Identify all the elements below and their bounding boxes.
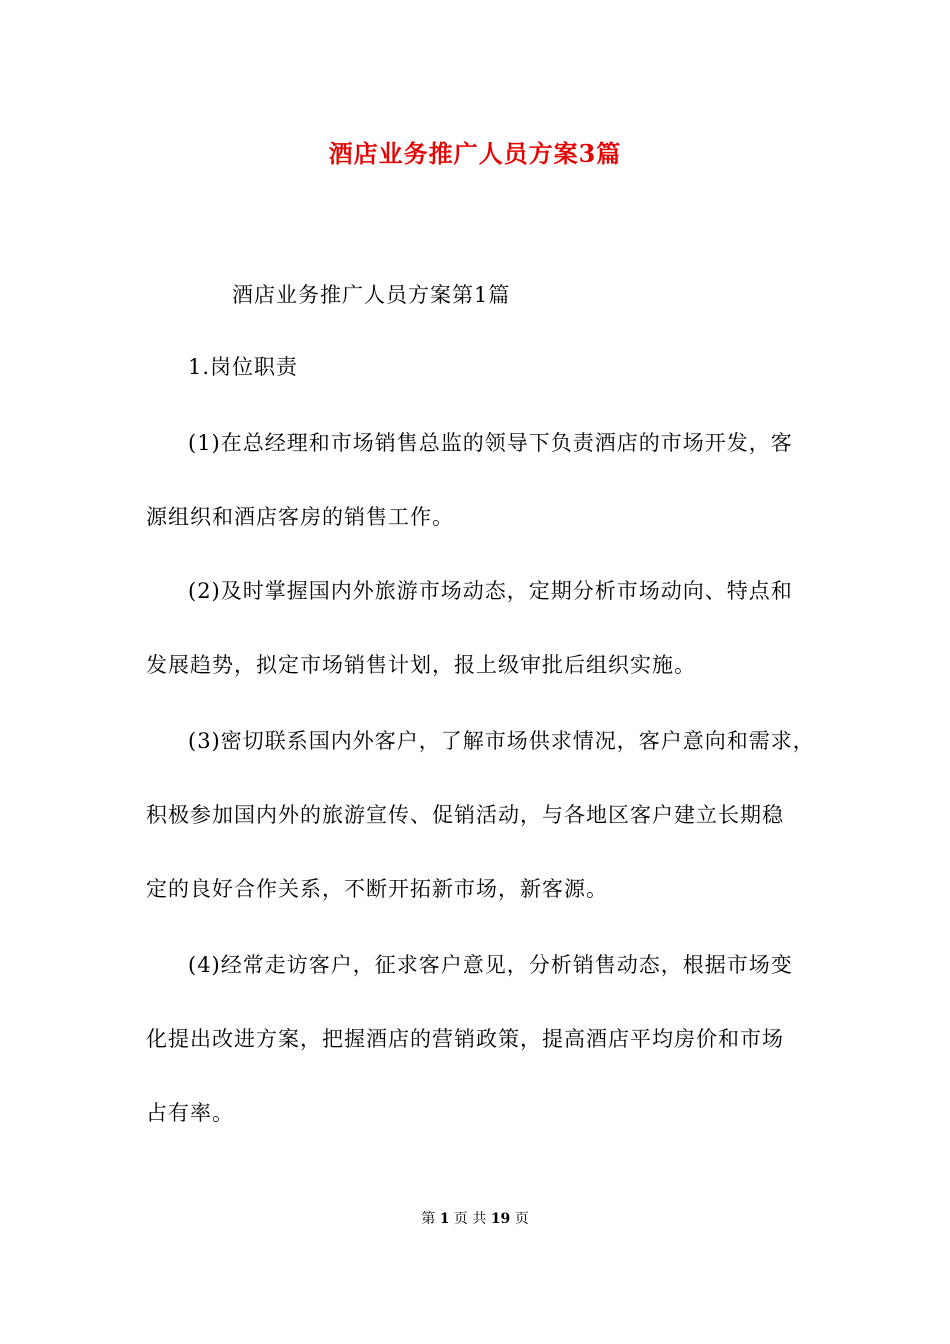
- paragraph-2-line-1: (2)及时掌握国内外旅游市场动态，定期分析市场动向、特点和: [188, 579, 793, 603]
- paragraph-4-line-1: (4)经常走访客户，征求客户意见，分析销售动态，根据市场变: [188, 953, 793, 977]
- paragraph-4-line-3: 占有率。: [146, 1101, 234, 1125]
- paragraph-3-line-3: 定的良好合作关系，不断开拓新市场，新客源。: [146, 877, 608, 901]
- footer-prefix: 第: [421, 1211, 436, 1227]
- paragraph-1-line-2: 源组织和酒店客房的销售工作。: [146, 505, 454, 529]
- document-title: 酒店业务推广人员方案3篇: [328, 139, 622, 168]
- paragraph-2-line-2: 发展趋势，拟定市场销售计划，报上级审批后组织实施。: [146, 653, 696, 677]
- footer-middle: 页 共: [453, 1211, 487, 1227]
- page-footer: [0, 1208, 950, 1230]
- paragraph-1-line-1: (1)在总经理和市场销售总监的领导下负责酒店的市场开发，客: [188, 431, 793, 455]
- footer-current-page: 1: [439, 1211, 450, 1227]
- subheading: 1.岗位职责: [188, 355, 299, 379]
- footer-total-pages: 19: [490, 1211, 511, 1227]
- paragraph-3-line-2: 积极参加国内外的旅游宣传、促销活动，与各地区客户建立长期稳: [146, 803, 784, 827]
- section-heading: 酒店业务推广人员方案第1篇: [232, 283, 511, 307]
- paragraph-4-line-2: 化提出改进方案，把握酒店的营销政策，提高酒店平均房价和市场: [146, 1027, 784, 1051]
- footer-suffix: 页: [514, 1211, 529, 1227]
- paragraph-3-line-1: (3)密切联系国内外客户，了解市场供求情况，客户意向和需求，: [188, 729, 815, 753]
